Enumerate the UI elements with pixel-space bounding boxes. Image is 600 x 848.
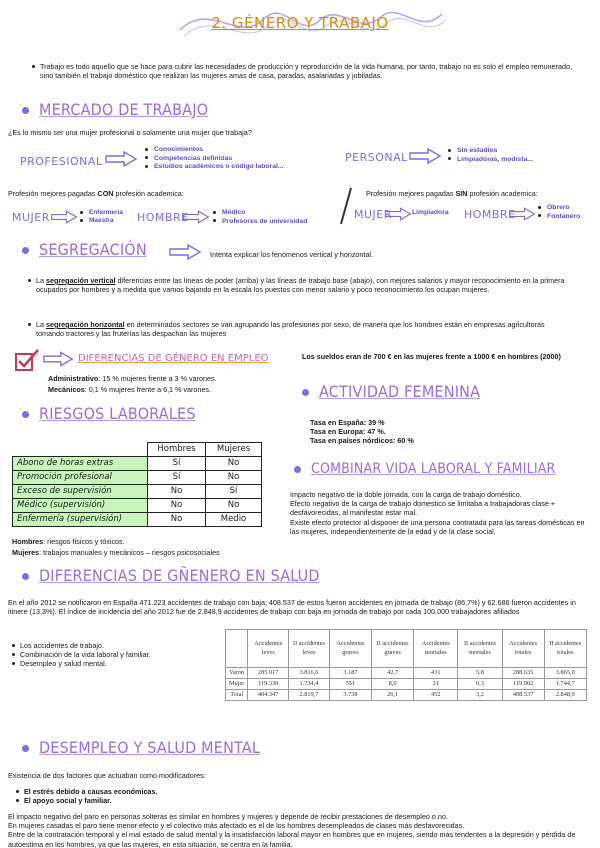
bullet-dot-icon (22, 745, 29, 752)
hombre-sin-list (538, 204, 580, 221)
arrow-right-icon (168, 243, 202, 261)
bullet-dot-icon (22, 107, 29, 114)
sin-profesion-text: Profesión mejores pagadas SIN profesión academica: (366, 189, 538, 198)
actividad-item: Tasa en países nórdicos: 60 % (310, 436, 414, 446)
hombre-label: HOMBRE (464, 208, 516, 221)
actividad-heading: ACTIVIDAD FEMENINA (302, 382, 480, 402)
profesional-item: Conocimientos (145, 146, 284, 155)
personal-item: Sin estudios (448, 147, 533, 156)
arrow-right-icon (50, 209, 78, 225)
vertical-term: segregación vertical (46, 276, 116, 285)
hombre-label: HOMBRE (137, 211, 189, 224)
divider-slash-icon (338, 186, 354, 226)
hombre-con-item: Médico (213, 209, 307, 218)
table-row: Abono de horas extras Sí No (13, 457, 262, 471)
bullet-dot-icon (22, 573, 29, 580)
salud-item: Desempleo y salud mental. (10, 659, 151, 668)
bullet-dot-icon (22, 411, 29, 418)
arrow-right-icon (182, 209, 210, 225)
con-profesion-text: Profesión mejores pagadas CON profesión academica: (8, 189, 184, 198)
arrow-right-icon (42, 350, 74, 368)
hombre-sin-item: Obrero (538, 204, 580, 213)
combinar-heading: COMBINAR VIDA LABORAL Y FAMILIAR (294, 461, 556, 479)
arrow-right-icon (104, 150, 138, 168)
riesgos-heading: RIESGOS LABORALES (22, 404, 196, 424)
desempleo-intro: Existencia de dos factores que actuaban como modificadores: (8, 771, 206, 780)
combinar-line: Existe efecto protector al disponer de una persona contratada para las tareas domésticas en las mujeres, independientemente de la edad y de la clase social. (290, 517, 585, 536)
personal-item: Limpiadoras, modista... (448, 156, 533, 165)
desempleo-line: En mujeres casadas el paro tiene menor efecto y el colectivo más afectado es el de los hombres desempleados de clases más desfavorecidas. (8, 821, 465, 831)
col-hombres: Hombres (148, 443, 206, 457)
table-row: Total 404.347 2.819,7 3.738 26,1 452 3,2 408.537 2.848,9 (226, 690, 587, 701)
combinar-line: Impacto negativo de la doble jornada, con la carga de trabajo doméstico. (290, 490, 522, 499)
actividad-list (310, 418, 414, 446)
admin-stat: Administrativo: 15 % mujeres frente a 3 % varones. (48, 374, 217, 383)
bullet-dot-icon (302, 389, 309, 396)
hombre-con-item: Profesores de universidad (213, 218, 307, 227)
accidentes-table (225, 629, 587, 701)
mujer-con-list (80, 209, 123, 226)
table-row: Mujer 119.330 1.734,4 551 8,0 21 0,3 119.902 1.744,7 (226, 679, 587, 690)
riesgos-mujeres: Mujeres: trabajos manuales y mecánicos – riesgos psicosociales (12, 548, 220, 557)
table-row: Exceso de supervisión No Sí (13, 485, 262, 499)
table-row: Accidentes leves II accidentes leves Accidentes graves II accidentes graves Accidentes mortales II accidentes mortales Accidentes totales II accidentes totales (226, 630, 587, 668)
segregacion-heading: SEGREGACIÓN (22, 240, 147, 260)
arrow-right-icon (384, 206, 412, 222)
desempleo-item: El apoyo social y familiar. (14, 796, 157, 805)
table-row: Varón 285.017 3.816,6 3.187 42,7 431 5,8 288.635 3.865,0 (226, 668, 587, 679)
profesional-list (145, 146, 284, 172)
col-mujeres: Mujeres (206, 443, 262, 457)
salud-item: Los accidentes de trabajo. (10, 641, 151, 650)
profesional-label: PROFESIONAL (20, 155, 103, 168)
horizontal-term: segregación horizontal (46, 320, 125, 329)
combinar-text (290, 490, 586, 536)
mercado-heading: MERCADO DE TRABAJO (22, 100, 208, 120)
combinar-line: Efecto negativo de la carga de trabajo domestico se limitaba a trabajadoras clase + desfavorecidas, al manifestar estar mal. (290, 499, 556, 518)
segregacion-side-note: Intenta explicar los fenómenos vertical y horizontal. (210, 250, 373, 259)
actividad-item: Tasa en España: 39 % (310, 418, 385, 427)
salud-item: Combinación de la vida laboral y familiar. (10, 650, 151, 659)
riesgos-table (12, 442, 262, 527)
salud-list (10, 641, 151, 669)
page-title: 2. GÉNERO Y TRABAJO (211, 14, 389, 32)
desempleo-line: Entre de la contratación temporal y el mal estado de salud mental y la insatisfacción laboral mayor en hombres que en mujeres, siendo más tendentes a la depresión y pérdida de autoestima en los hombres, ya que las mujeres, en esta situación, se centra en la familia. (8, 830, 576, 848)
desempleo-text (8, 812, 588, 848)
profesional-item: Estudios académicos o código laboral... (145, 163, 284, 172)
table-row: Promoción profesional Sí No (13, 471, 262, 485)
desempleo-heading: DESEMPLEO Y SALUD MENTAL (22, 738, 260, 758)
intro-text: Trabajo es todo aquello que se hace para cubrir las necesidades de producción y reproducción de la vida humana, por tanto, trabajo no es solo el empleo remunerado, sino también el trabajo doméstico que realizan las mujeres amas de casa, paradas, asalariadas y jubiladas. (30, 62, 575, 80)
mecanicos-stat: Mecánicos: 0,1 % mujeres frente a 6,1 % varones. (48, 385, 212, 394)
desempleo-list (14, 787, 157, 805)
table-row: Enfermería (supervisión) No Medio (13, 513, 262, 527)
riesgos-hombres: Hombres: riesgos físicos y tóxicos. (12, 537, 125, 546)
desempleo-item: El estrés debido a causas económicas. (14, 787, 157, 796)
bullet-dot-icon (294, 466, 301, 473)
table-row: Médico (supervisión) No No (13, 499, 262, 513)
mercado-question: ¿Es lo mismo ser una mujer profesional o solamente una mujer que trabaja? (8, 128, 252, 137)
arrow-right-icon (408, 147, 442, 165)
profesional-item: Competencias definidas (145, 155, 284, 164)
mujer-label: MUJER (12, 211, 50, 224)
vertical-paragraph: La segregación vertical diferencias entre las líneas de poder (arriba) y las líneas de trabajo base (abajo), con mejores salarios y mayor reconocimiento en la primera ocupados por hombres y a medida que vamos bajando en la escala los puestos con menor salario y poco reconocimiento los ocupan mujeres. (26, 276, 574, 294)
intro-paragraph (30, 62, 575, 80)
mujer-label: MUJER (354, 208, 392, 221)
mujer-sin-value: Limpiadora (412, 209, 449, 216)
hombre-con-list (213, 209, 307, 226)
table-row (13, 443, 262, 457)
mujer-con-item: Maestra (80, 217, 123, 225)
bullet-dot-icon (22, 247, 29, 254)
arrow-right-icon (508, 206, 536, 222)
personal-label: PERSONAL (345, 151, 408, 164)
salud-text: En el año 2012 se notificaron en España 471.223 accidentes de trabajo con baja; 408.537 de estos fueron accidentes en jornada de trabajo (86,7%) y 62.686 fueron accidentes in itinere (13,3%). El índice de incidencia del año 2012 fue de 2.848,9 accidentes de trabajo con baja en jornada de trabajo por cada 100.000 trabajadores afiliados (8, 598, 576, 617)
diferencias-empleo-heading: DIFERENCIAS DE GÉNERO EN EMPLEO (78, 353, 269, 364)
salud-heading: DIFERENCIAS DE GÑENERO EN SALUD (22, 566, 320, 586)
checkbox-check-icon (14, 348, 40, 372)
mujer-con-item: Enfermería (80, 209, 123, 217)
desempleo-line: El impacto negativo del paro en personas solteras es similar en hombres y mujeres y depende de recibir prestaciones de desempleo o no. (8, 812, 448, 821)
horizontal-paragraph: La segregación horizontal en determinados sectores se van agrupando las profesiones por sexo, de manera que los hombres están en empresas agricultoras tomando tractores y las fruterías las despachan las mujeres (26, 320, 574, 338)
actividad-item: Tasa en Europa: 47 %. (310, 427, 386, 437)
hombre-sin-item: Fontanero (538, 213, 580, 222)
personal-list (448, 147, 533, 164)
sueldos-text: Los sueldos eran de 700 € en las mujeres frente a 1000 € en hombres (2000) (302, 352, 561, 361)
